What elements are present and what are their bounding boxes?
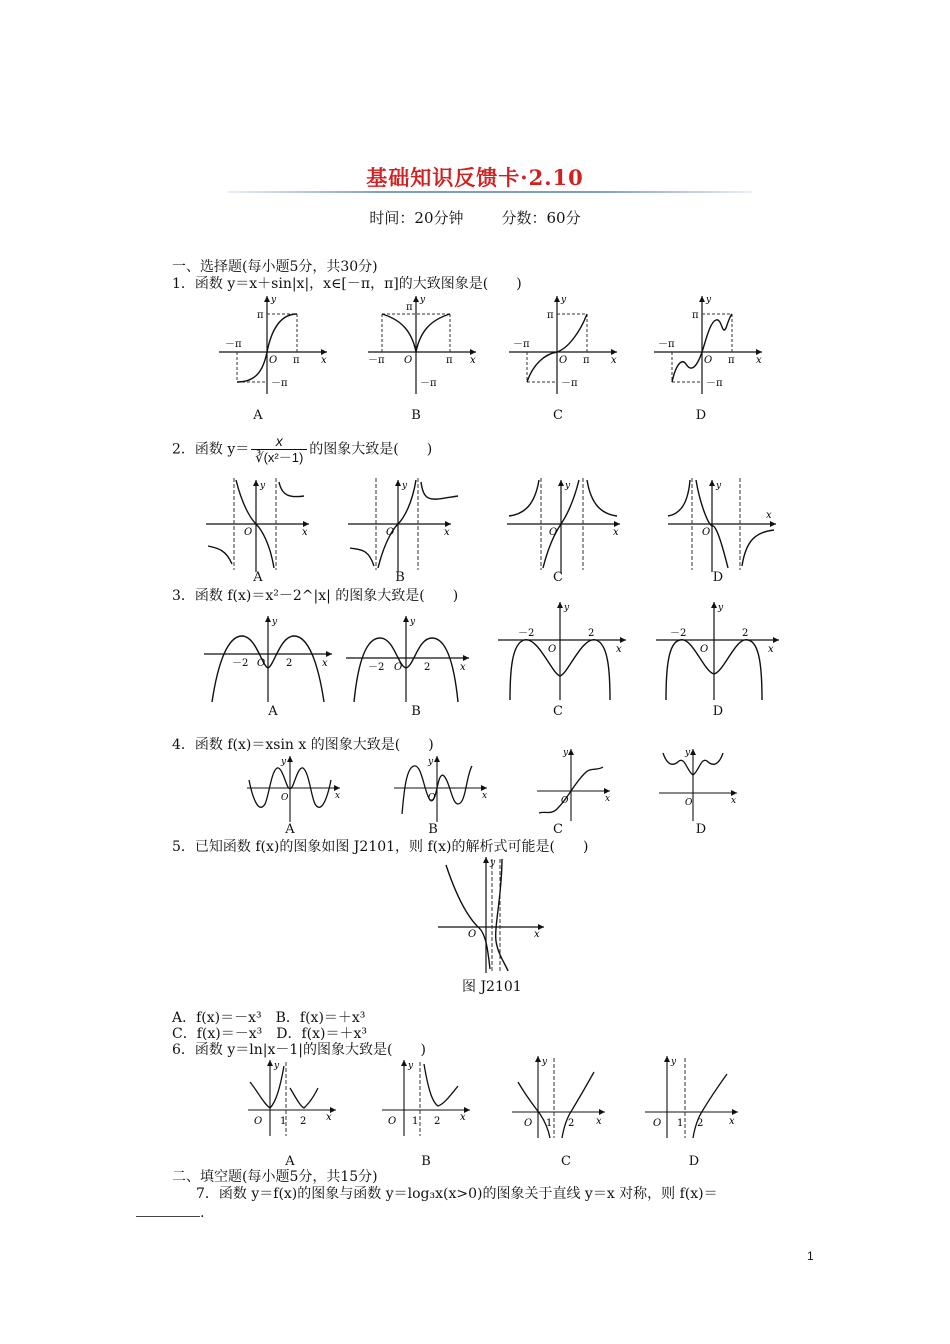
svg-text:y: y bbox=[706, 295, 712, 305]
svg-text:－π: －π bbox=[420, 378, 437, 389]
svg-text:y: y bbox=[671, 1057, 677, 1067]
q1-label-d: D bbox=[695, 408, 707, 423]
q7-end: . bbox=[200, 1205, 205, 1221]
q3-graph-a bbox=[202, 612, 337, 704]
svg-text:π: π bbox=[406, 302, 413, 313]
svg-text:O: O bbox=[244, 527, 253, 538]
svg-text:－2: －2 bbox=[518, 628, 535, 639]
svg-text:－π: －π bbox=[368, 355, 385, 366]
svg-text:x: x bbox=[302, 527, 308, 538]
svg-text:x: x bbox=[766, 510, 772, 521]
q2-label-d: D bbox=[712, 570, 724, 585]
q2-graph-d bbox=[666, 474, 781, 574]
svg-text:O: O bbox=[257, 658, 266, 669]
svg-text:2: 2 bbox=[742, 628, 749, 639]
svg-text:－2: －2 bbox=[670, 628, 687, 639]
svg-text:2: 2 bbox=[286, 658, 293, 669]
q3-label-d: D bbox=[712, 704, 724, 719]
q3-label-b: B bbox=[411, 704, 421, 719]
q4-graph-d bbox=[657, 745, 742, 823]
svg-text:y: y bbox=[402, 481, 408, 491]
svg-text:x: x bbox=[729, 1116, 735, 1127]
q4-graph-a bbox=[245, 752, 345, 824]
svg-text:y: y bbox=[272, 617, 278, 627]
question-6: 6．函数 y＝ln|x－1|的图象大致是( ) bbox=[172, 1042, 426, 1058]
svg-text:x: x bbox=[460, 662, 466, 673]
svg-text:O: O bbox=[700, 644, 709, 655]
svg-text:O: O bbox=[559, 355, 568, 366]
q1-graph-a bbox=[215, 292, 335, 397]
svg-text:y: y bbox=[260, 481, 266, 491]
svg-text:O: O bbox=[281, 793, 289, 803]
svg-text:y: y bbox=[565, 481, 571, 491]
svg-text:y: y bbox=[274, 1061, 280, 1071]
svg-text:π: π bbox=[547, 310, 554, 321]
svg-text:y: y bbox=[716, 481, 722, 491]
svg-text:O: O bbox=[548, 644, 557, 655]
svg-text:x: x bbox=[321, 355, 327, 366]
q2-graph-c bbox=[505, 474, 625, 574]
q2-graph-b bbox=[346, 474, 456, 574]
svg-text:－π: －π bbox=[561, 378, 578, 389]
svg-text:O: O bbox=[428, 793, 436, 803]
page-title: 基础知识反馈卡·2.10 bbox=[366, 165, 584, 190]
q4-label-a: A bbox=[285, 822, 295, 837]
svg-text:－π: －π bbox=[706, 378, 723, 389]
q4-label-b: B bbox=[428, 822, 438, 837]
title-underline bbox=[228, 191, 752, 193]
q4-graph-c bbox=[535, 745, 615, 823]
q2-numerator: x bbox=[275, 433, 283, 449]
svg-text:π: π bbox=[257, 310, 264, 321]
question-2 bbox=[172, 433, 432, 466]
q5-options-row-2: C．f(x)＝－x³ D．f(x)＝＋x³ bbox=[172, 1026, 367, 1042]
q6-graph-c bbox=[510, 1052, 610, 1140]
q6-label-d: D bbox=[688, 1154, 700, 1169]
q1-graph-d bbox=[650, 292, 770, 397]
svg-text:x: x bbox=[322, 658, 328, 669]
q1-label-a: A bbox=[253, 408, 263, 423]
question-4: 4．函数 f(x)＝xsin x 的图象大致是( ) bbox=[172, 737, 434, 753]
q1-graph-c bbox=[505, 292, 625, 397]
q3-label-a: A bbox=[268, 704, 278, 719]
q6-label-c: C bbox=[561, 1154, 571, 1169]
svg-text:y: y bbox=[564, 603, 570, 613]
svg-text:O: O bbox=[254, 1116, 263, 1127]
q2-fraction bbox=[251, 433, 307, 466]
svg-text:x: x bbox=[613, 527, 619, 538]
page-number: 1 bbox=[807, 1249, 814, 1263]
q3-graph-c bbox=[496, 600, 631, 702]
section-1-heading: 一、选择题(每小题5分，共30分) bbox=[172, 259, 378, 275]
svg-text:2: 2 bbox=[588, 628, 595, 639]
svg-text:x: x bbox=[460, 1112, 466, 1123]
svg-text:O: O bbox=[388, 1116, 397, 1127]
svg-text:－π: －π bbox=[271, 378, 288, 389]
svg-text:O: O bbox=[394, 662, 403, 673]
svg-text:x: x bbox=[731, 796, 737, 806]
svg-text:O: O bbox=[704, 355, 713, 366]
q7-answer-blank[interactable] bbox=[136, 1204, 200, 1217]
q6-graph-a bbox=[246, 1058, 341, 1138]
svg-text:1: 1 bbox=[280, 1116, 287, 1127]
q1-label-b: B bbox=[411, 408, 421, 423]
svg-text:O: O bbox=[549, 527, 558, 538]
svg-text:y: y bbox=[563, 748, 569, 758]
q2-label-c: C bbox=[553, 570, 563, 585]
svg-text:x: x bbox=[534, 929, 540, 940]
svg-text:y: y bbox=[408, 1061, 414, 1071]
question-7: 7．函数 y＝f(x)的图象与函数 y＝log₃x(x>0)的图象关于直线 y＝x 对称，则 f(x)＝ bbox=[196, 1186, 718, 1202]
q1-label-c: C bbox=[553, 408, 563, 423]
svg-text:2: 2 bbox=[300, 1116, 307, 1127]
meta-line bbox=[0, 207, 950, 228]
q5-figure-caption: 图 J2101 bbox=[462, 979, 522, 995]
score-label: 分数：60分 bbox=[501, 209, 581, 227]
q2-denominator: ∛(x²－1) bbox=[251, 449, 307, 466]
svg-text:O: O bbox=[653, 1118, 662, 1129]
q6-graph-b bbox=[380, 1058, 475, 1138]
q3-label-c: C bbox=[553, 704, 563, 719]
q6-label-a: A bbox=[285, 1154, 295, 1169]
q2-label-b: B bbox=[395, 570, 405, 585]
svg-text:O: O bbox=[386, 527, 395, 538]
svg-text:y: y bbox=[281, 757, 287, 767]
svg-text:2: 2 bbox=[697, 1118, 704, 1129]
svg-text:y: y bbox=[685, 748, 691, 758]
svg-text:1: 1 bbox=[677, 1118, 684, 1129]
svg-text:y: y bbox=[428, 757, 434, 767]
svg-text:x: x bbox=[768, 644, 774, 655]
svg-text:－π: －π bbox=[513, 339, 530, 350]
svg-text:π: π bbox=[446, 355, 453, 366]
q4-graph-b bbox=[392, 752, 492, 824]
svg-text:2: 2 bbox=[424, 662, 431, 673]
section-2-heading: 二、填空题(每小题5分，共15分) bbox=[172, 1169, 378, 1185]
q2-suffix: 的图象大致是( ) bbox=[309, 441, 433, 458]
q2-graph-a bbox=[204, 474, 314, 574]
svg-text:x: x bbox=[611, 355, 617, 366]
svg-text:y: y bbox=[410, 617, 416, 627]
q6-label-b: B bbox=[421, 1154, 431, 1169]
svg-text:2: 2 bbox=[434, 1116, 441, 1127]
q2-prefix: 2．函数 y＝ bbox=[172, 441, 250, 458]
svg-text:－2: －2 bbox=[232, 658, 249, 669]
svg-text:1: 1 bbox=[546, 1118, 553, 1129]
svg-text:π: π bbox=[728, 355, 735, 366]
q7-answer-line bbox=[136, 1204, 204, 1221]
question-1: 1．函数 y＝x＋sin|x|，x∈[－π，π]的大致图象是( ) bbox=[172, 276, 522, 292]
svg-text:x: x bbox=[616, 644, 622, 655]
q5-options-row-1: A．f(x)＝－x³ B．f(x)＝＋x³ bbox=[172, 1010, 366, 1026]
q1-graph-b bbox=[364, 292, 484, 397]
q3-graph-b bbox=[344, 612, 474, 704]
question-3: 3．函数 f(x)＝x²－2^|x| 的图象大致是( ) bbox=[172, 588, 459, 604]
svg-text:x: x bbox=[335, 791, 341, 801]
svg-text:x: x bbox=[470, 355, 476, 366]
svg-text:x: x bbox=[444, 527, 450, 538]
svg-text:O: O bbox=[561, 796, 569, 806]
svg-text:y: y bbox=[718, 603, 724, 613]
svg-text:O: O bbox=[404, 355, 413, 366]
svg-text:O: O bbox=[269, 355, 278, 366]
svg-text:－π: －π bbox=[225, 339, 242, 350]
time-label: 时间：20分钟 bbox=[369, 209, 464, 227]
svg-text:O: O bbox=[685, 798, 693, 808]
q4-label-c: C bbox=[553, 822, 563, 837]
q5-figure bbox=[436, 855, 548, 975]
svg-text:y: y bbox=[271, 295, 277, 305]
svg-text:x: x bbox=[596, 1116, 602, 1127]
svg-text:1: 1 bbox=[412, 1116, 419, 1127]
svg-text:π: π bbox=[692, 310, 699, 321]
svg-text:O: O bbox=[468, 929, 477, 940]
svg-text:x: x bbox=[756, 355, 762, 366]
svg-text:y: y bbox=[420, 295, 426, 305]
svg-text:x: x bbox=[326, 1112, 332, 1123]
q2-label-a: A bbox=[253, 570, 263, 585]
svg-text:O: O bbox=[524, 1118, 533, 1129]
svg-text:y: y bbox=[542, 1057, 548, 1067]
q3-graph-d bbox=[654, 600, 784, 702]
svg-text:x: x bbox=[605, 794, 611, 804]
svg-text:－2: －2 bbox=[368, 662, 385, 673]
svg-text:－π: －π bbox=[658, 339, 675, 350]
svg-text:π: π bbox=[293, 355, 300, 366]
question-5: 5．已知函数 f(x)的图象如图 J2101，则 f(x)的解析式可能是( ) bbox=[172, 839, 589, 855]
svg-text:O: O bbox=[702, 527, 711, 538]
svg-text:2: 2 bbox=[568, 1118, 575, 1129]
q4-label-d: D bbox=[695, 822, 707, 837]
svg-text:y: y bbox=[490, 858, 496, 868]
q6-graph-d bbox=[643, 1052, 743, 1140]
svg-text:y: y bbox=[561, 295, 567, 305]
svg-text:x: x bbox=[482, 791, 488, 801]
svg-text:π: π bbox=[583, 355, 590, 366]
